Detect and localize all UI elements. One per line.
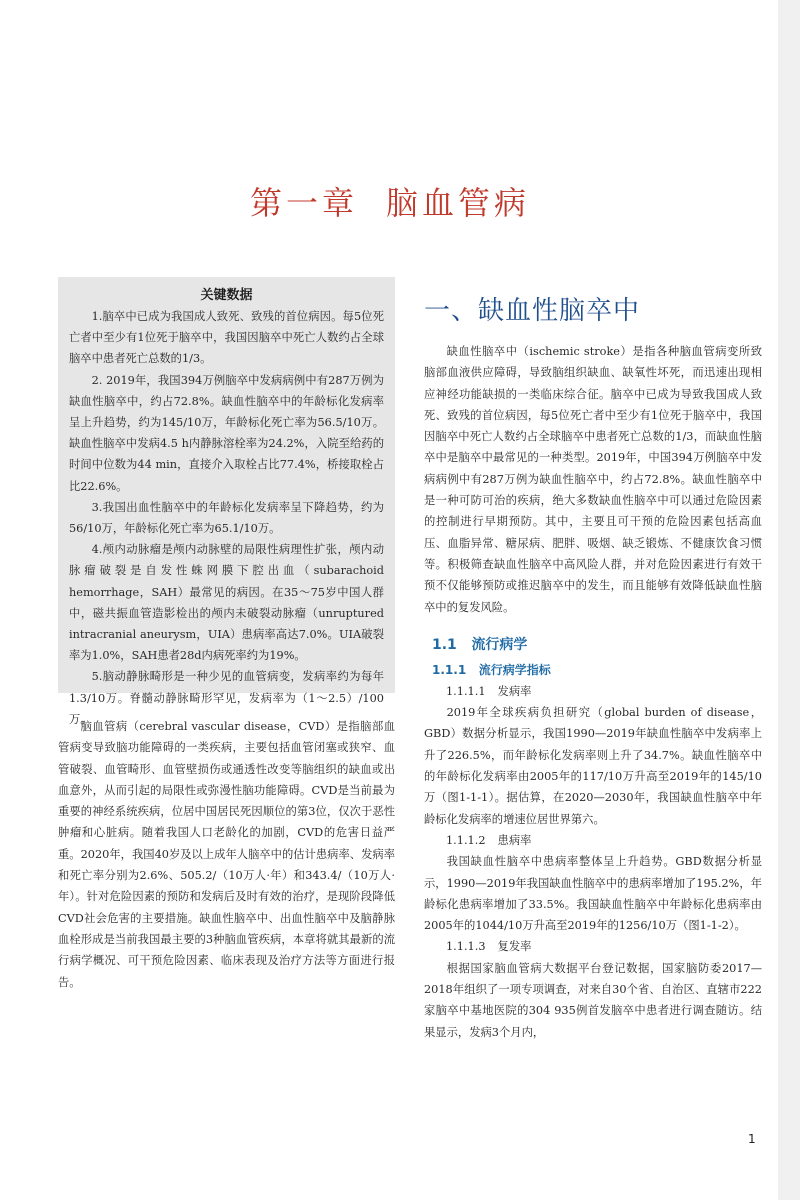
key-data-item: 5.脑动静脉畸形是一种少见的血管病变，发病率约为每年1.3/10万。脊髓动静脉畸形罕见，发病率为（1～2.5）/100万。 [69, 670, 384, 726]
heading-text: 流行病学 [471, 636, 528, 653]
heading-epi-indicators [432, 660, 762, 681]
ischemic-stroke-section [424, 290, 762, 1043]
heading-number: 1.1.1 [432, 662, 467, 677]
heading-prevalence [424, 830, 762, 851]
heading-epidemiology [432, 634, 762, 654]
heading-number: 1.1.1.3 [446, 940, 486, 954]
chapter-number: 第一章 [249, 184, 358, 222]
heading-number: 1.1 [432, 636, 457, 653]
section-title: 一、缺血性脑卒中 [424, 296, 641, 326]
page-edge-strip [778, 0, 800, 1200]
intro-section [58, 716, 395, 993]
incidence-paragraph: 2019年全球疾病负担研究（global burden of disease，GBD）数据分析显示，我国1990—2019年缺血性脑卒中发病率上升了226.5%，而年龄标化发病率则上升了34.7%。缺血性脑卒中的年龄标化发病率由2005年的117/10万升高至2019年的145/10万（图1-1-1）。据估算，在2020—2030年，我国缺血性脑卒中年龄标化发病率的增速位居世界第六。 [424, 706, 762, 826]
heading-recurrence [424, 936, 762, 957]
recurrence-paragraph: 根据国家脑血管病大数据平台登记数据，国家脑防委2017—2018年组织了一项专项调查，对来自30个省、自治区、直辖市222家脑卒中基地医院的304 935例首发脑卒中患者进行调查随访。结果显示，发病3个月内， [424, 961, 762, 1039]
prevalence-paragraph: 我国缺血性脑卒中患病率整体呈上升趋势。GBD数据分析显示，1990—2019年我国缺血性脑卒中的患病率增加了195.2%，年龄标化患病率增加了33.5%。我国缺血性脑卒中年龄标化患病率由2005年的1044/10万升高至2019年的1256/10万（图1-1-2）。 [424, 855, 762, 933]
chapter-title [0, 178, 780, 224]
key-data-title: 关键数据 [200, 288, 253, 303]
intro-paragraph: 脑血管病（cerebral vascular disease，CVD）是指脑部血管病变导致脑功能障碍的一类疾病，主要包括血管闭塞或狭窄、血管破裂、血管畸形、血管壁损伤或通透性改变等脑组织的缺血或出血意外，从而引起的局限性或弥漫性脑功能障碍。CVD是当前最为重要的神经系统疾病，位居中国居民死因顺位的第3位，仅次于恶性肿瘤和心脏病。随着我国人口老龄化的加剧，CVD的危害日益严重。2020年，我国40岁及以上成年人脑卒中的估计患病率、发病率和死亡率分别为2.6%、505.2/（10万人·年）和343.4/（10万人·年）。针对危险因素的预防和发病后及时有效的治疗，是现阶段降低CVD社会危害的主要措施。缺血性脑卒中、出血性脑卒中及脑静脉血栓形成是当前我国最主要的3种脑血管疾病，本章将就其最新的流行病学概况、可干预危险因素、临床表现及治疗方法等方面进行报告。 [58, 720, 395, 989]
heading-number: 1.1.1.1 [446, 684, 486, 698]
key-data-item: 4.颅内动脉瘤是颅内动脉壁的局限性病理性扩张，颅内动脉瘤破裂是自发性蛛网膜下腔出血（subarachoid hemorrhage，SAH）最常见的病因。在35～75岁中国人群中，磁共振血管造影检出的颅内未破裂动脉瘤（unruptured intracranial aneurysm，UIA）患病率高达7.0%。UIA破裂率为1.0%，SAH患者28d内病死率约为19%。 [69, 543, 384, 663]
section-paragraph: 缺血性脑卒中（ischemic stroke）是指各种脑血管病变所致脑部血液供应障碍，导致脑组织缺血、缺氧性坏死，而迅速出现相应神经功能缺损的一类临床综合征。脑卒中已成为导致我国成人致死、致残的首位病因，每5位死亡者中至少有1位死于脑卒中，我国因脑卒中死亡人数约占全球脑卒中患者死亡总数的1/3，而缺血性脑卒中是脑卒中最常见的一种类型。2019年，中国394万例脑卒中发病病例中有287万例为缺血性脑卒中，约占72.8%。缺血性脑卒中是一种可防可治的疾病，绝大多数缺血性脑卒中可以通过危险因素的控制进行早期预防。其中，主要且可干预的危险因素包括高血压、血脂异常、糖尿病、肥胖、吸烟、缺乏锻炼、不健康饮食习惯等。积极筛查缺血性脑卒中高风险人群，并对危险因素进行有效干预不仅能够预防或推迟脑卒中的发生，而且能够有效降低缺血性脑卒中的复发风险。 [424, 345, 762, 614]
key-data-box [58, 277, 395, 726]
heading-text: 患病率 [497, 833, 532, 847]
key-data-item: 1.脑卒中已成为我国成人致死、致残的首位病因。每5位死亡者中至少有1位死于脑卒中，我国因脑卒中死亡人数约占全球脑卒中患者死亡总数的1/3。 [69, 310, 384, 366]
heading-incidence [424, 681, 762, 702]
heading-number: 1.1.1.2 [446, 833, 486, 847]
heading-text: 发病率 [497, 684, 532, 698]
chapter-name: 脑血管病 [386, 184, 531, 222]
heading-text: 复发率 [497, 940, 532, 954]
heading-text: 流行病学指标 [478, 662, 551, 677]
key-data-item: 3.我国出血性脑卒中的年龄标化发病率呈下降趋势，约为56/10万，年龄标化死亡率为65.1/10万。 [69, 500, 384, 536]
page-number: 1 [748, 1132, 756, 1146]
key-data-item: 2. 2019年，我国394万例脑卒中发病病例中有287万例为缺血性脑卒中，约占72.8%。缺血性脑卒中的年龄标化发病率呈上升趋势，约为145/10万，年龄标化死亡率为56.5/10万。缺血性脑卒中发病4.5 h内静脉溶栓率为24.2%，入院至给药的时间中位数为44 min，直接介入取栓占比77.4%，桥接取栓占比22.6%。 [69, 373, 384, 493]
